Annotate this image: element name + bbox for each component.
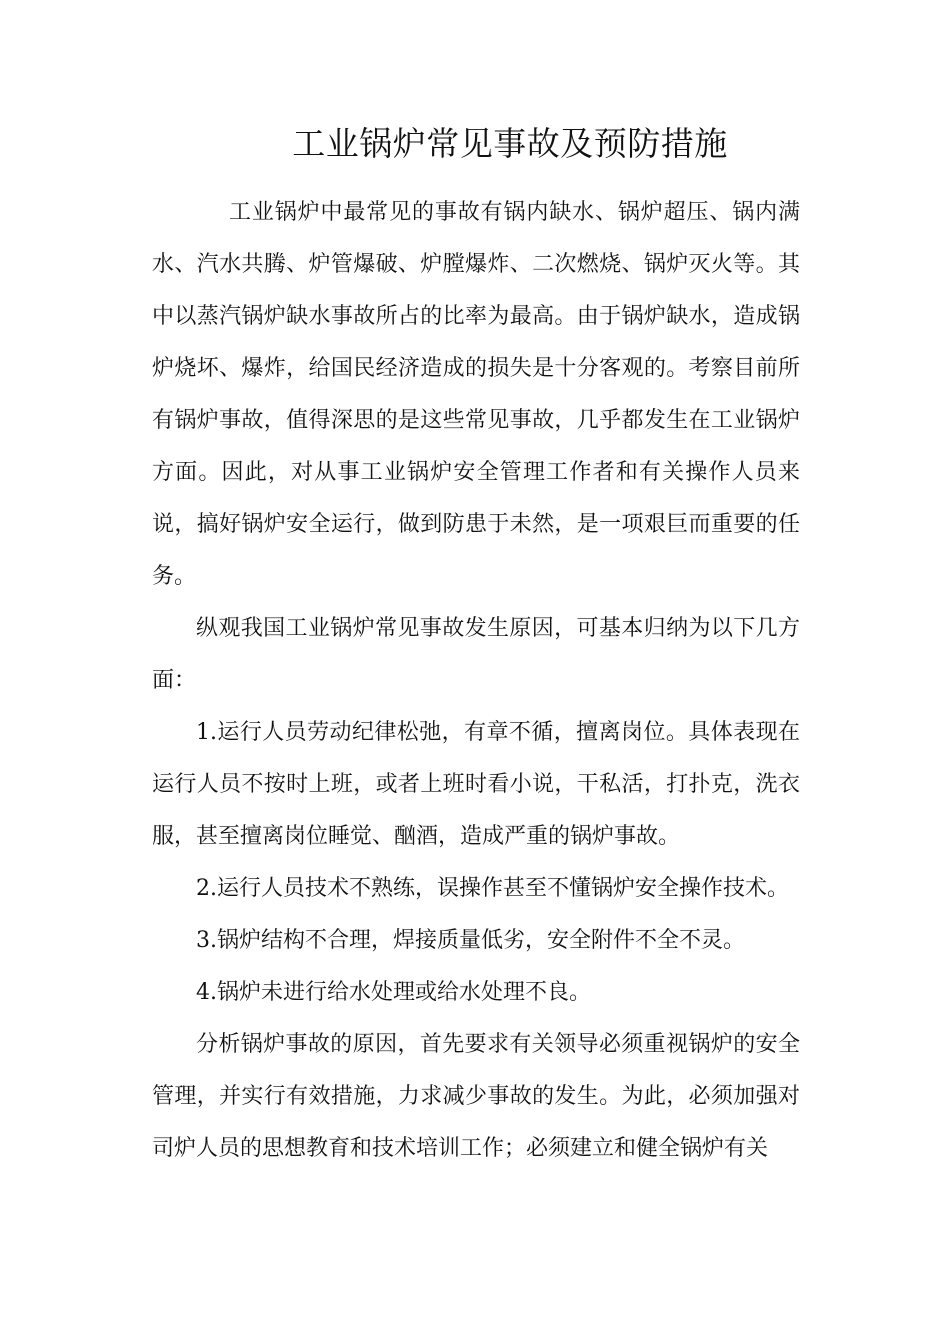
paragraph-analysis: 分析锅炉事故的原因，首先要求有关领导必须重视锅炉的安全管理，并实行有效措施，力求减少事故的发生。为此，必须加强对司炉人员的思想教育和技术培训工作；必须建立和健全锅炉有关 <box>152 1032 800 1161</box>
paragraph-cause-1: 1.运行人员劳动纪律松弛，有章不循，擅离岗位。具体表现在运行人员不按时上班，或者上班时看小说，干私活，打扑克，洗衣服，甚至擅离岗位睡觉、酗酒，造成严重的锅炉事故。 <box>152 720 800 849</box>
paragraph-cause-4: 4.锅炉未进行给水处理或给水处理不良。 <box>196 980 591 1005</box>
paragraph-causes-intro: 纵观我国工业锅炉常见事故发生原因，可基本归纳为以下几方面： <box>152 616 800 693</box>
paragraph-cause-2: 2.运行人员技术不熟练，误操作甚至不懂锅炉安全操作技术。 <box>196 876 789 901</box>
document-body <box>152 187 800 1175</box>
paragraph-intro: 工业锅炉中最常见的事故有锅内缺水、锅炉超压、锅内满水、汽水共腾、炉管爆破、炉膛爆炸、二次燃烧、锅炉灭火等。其中以蒸汽锅炉缺水事故所占的比率为最高。由于锅炉缺水，造成锅炉烧坏、爆炸，给国民经济造成的损失是十分客观的。考察目前所有锅炉事故，值得深思的是这些常见事故，几乎都发生在工业锅炉方面。因此，对从事工业锅炉安全管理工作者和有关操作人员来说，搞好锅炉安全运行，做到防患于未然，是一项艰巨而重要的任务。 <box>152 200 800 589</box>
document-title: 工业锅炉常见事故及预防措施 <box>292 124 728 163</box>
paragraph-cause-3: 3.锅炉结构不合理，焊接质量低劣，安全附件不全不灵。 <box>196 928 745 953</box>
